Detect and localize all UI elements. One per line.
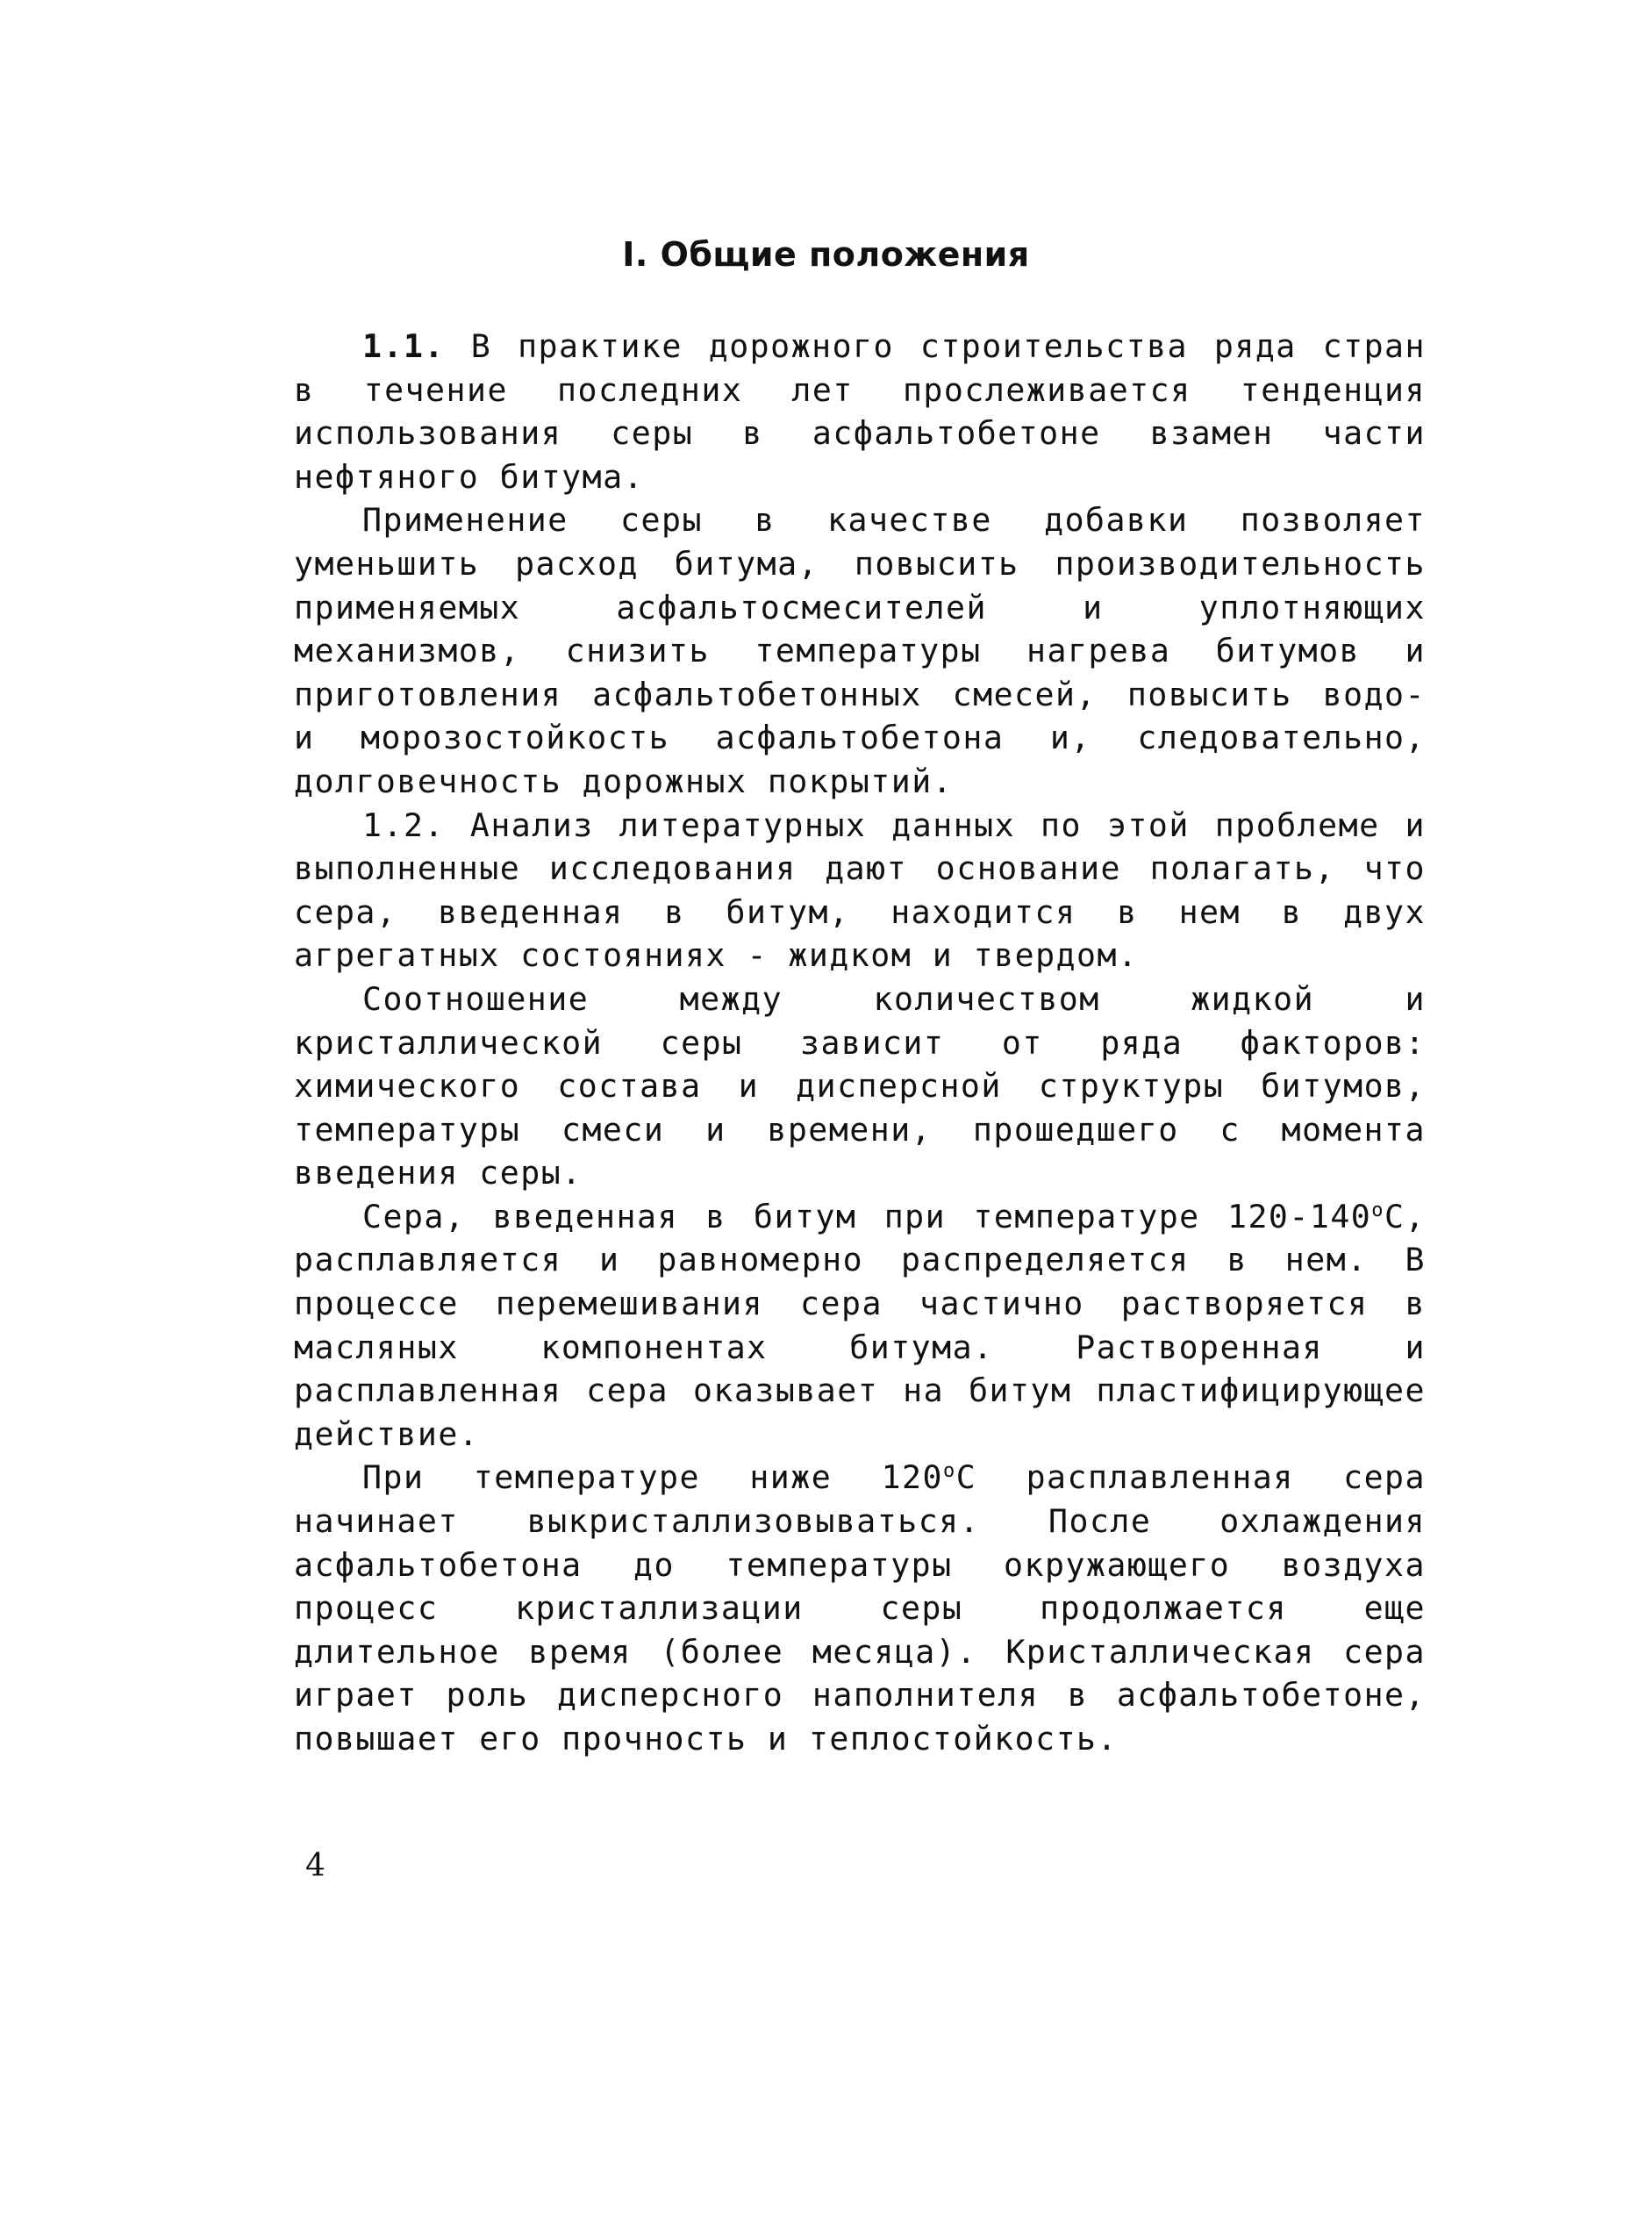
paragraph-1-2: 1.2. Анализ литературных данных по этой проблеме и выполненные исследования дают основание полагать, что сера, введенная в битум, находится в нем в двух агрегатных состояниях - жидком и твердом. [294, 806, 1426, 975]
paragraph-crystallization-part-1: При температуре ниже 120 [362, 1458, 944, 1497]
paragraph-melting [294, 1195, 1426, 1457]
section-number-1-1: 1.1. [362, 327, 445, 365]
paragraph-1-1 [294, 325, 1426, 498]
paragraph-melting-part-2: С, расплавляется и равномерно распределяется в нем. В процессе перемешивания сера частично растворяется в масляных компонентах битума. Растворенная и расплавленная сера оказывает на битум пластифицирующее действие. [294, 1197, 1426, 1453]
section-heading: I. Общие положения [622, 235, 1030, 274]
degree-sign: о [1371, 1199, 1385, 1221]
paragraph-crystallization [294, 1456, 1426, 1760]
page-number: 4 [305, 1848, 325, 1884]
paragraph-liquid-crystal-ratio: Соотношение между количеством жидкой и кристаллической серы зависит от ряда факторов: химического состава и дисперсной структуры битумов, температуры смеси и времени, прошедшего с момента введения серы. [294, 979, 1426, 1192]
paragraph-crystallization-part-2: С расплавленная сера начинает выкристаллизовываться. После охлаждения асфальтобетона до температуры окружающего воздуха процесс кристаллизации серы продолжается еще длительное время (более месяца). Кристаллическая сера играет роль дисперсного наполнителя в асфальтобетоне, повышает его прочность и теплостойкость. [294, 1458, 1427, 1758]
body-text [294, 325, 1426, 1761]
paragraph-sulfur-benefits: Применение серы в качестве добавки позволяет уменьшить расход битума, повысить производительность применяемых асфальтосмесителей и уплотняющих механизмов, снизить температуры нагрева битумов и приготовления асфальтобетонных смесей, повысить водо- и морозостойкость асфальтобетона и, следовательно, долговечность дорожных покрытий. [294, 501, 1426, 800]
degree-sign: о [943, 1460, 956, 1483]
paragraph-1-1-text: В практике дорожного строительства ряда стран в течение последних лет прослеживается тенденция использования серы в асфальтобетоне взамен части нефтяного битума. [294, 327, 1426, 496]
paragraph-melting-part-1: Сера, введенная в битум при температуре 120-140 [362, 1197, 1372, 1235]
